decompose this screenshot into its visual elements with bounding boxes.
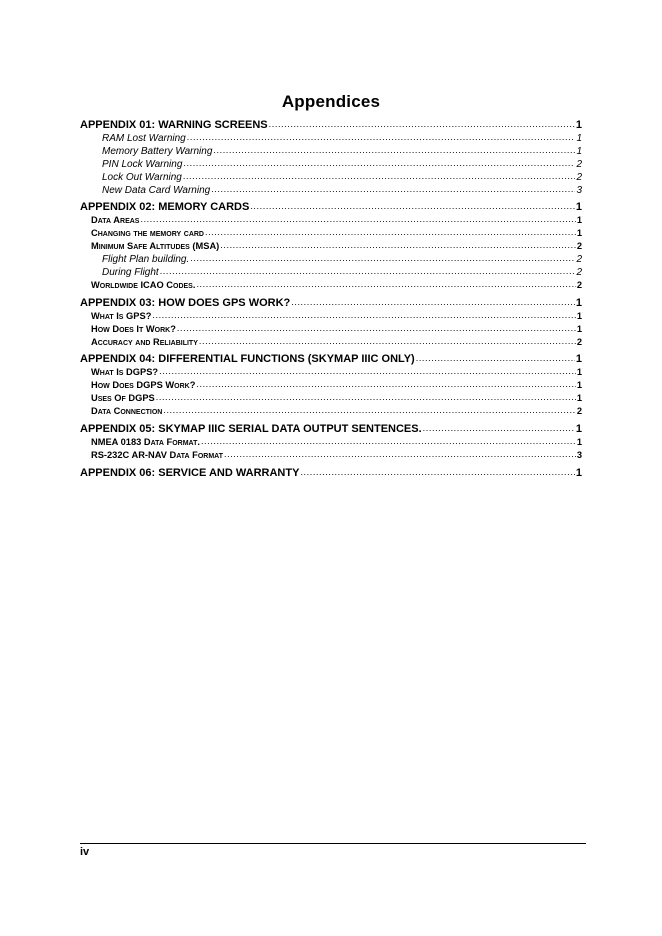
toc-entry-label: PIN Lock Warning <box>102 158 183 170</box>
toc-subentry[interactable] <box>80 279 582 292</box>
toc-entry-label: Changing the memory card <box>91 228 204 239</box>
toc-page-number: 2 <box>576 267 582 279</box>
toc-page-number: 1 <box>575 296 582 309</box>
toc-entry-label: Data Areas <box>91 215 140 226</box>
toc-entry-label: APPENDIX 04: DIFFERENTIAL FUNCTIONS (SKYMAP IIIC ONLY) <box>80 353 415 366</box>
toc-entry-label: What Is DGPS? <box>91 367 159 378</box>
toc-entry-label: APPENDIX 03: HOW DOES GPS WORK? <box>80 296 291 309</box>
toc-subentry[interactable] <box>80 405 582 418</box>
dot-leader <box>159 365 576 378</box>
toc-page-number: 2 <box>576 158 582 170</box>
dot-leader <box>187 131 576 145</box>
toc-entry-label: APPENDIX 01: WARNING SCREENS <box>80 119 268 131</box>
dot-leader <box>201 435 576 448</box>
dot-leader <box>423 421 575 435</box>
dot-leader <box>152 309 575 322</box>
toc-page-number: 1 <box>575 353 582 366</box>
toc-page-number: 1 <box>576 310 582 321</box>
toc-page-number: 1 <box>575 201 582 214</box>
toc-appendix-heading[interactable] <box>80 422 582 436</box>
toc-page-number: 1 <box>576 437 582 448</box>
toc-page-number: 1 <box>576 393 582 404</box>
dot-leader <box>160 265 576 279</box>
toc-section <box>80 118 582 196</box>
dot-leader <box>224 448 576 461</box>
dot-leader <box>213 144 575 158</box>
toc-page-number: 1 <box>576 215 582 226</box>
toc-page-number: 1 <box>576 133 582 144</box>
toc-entry-label: Memory Battery Warning <box>102 145 213 157</box>
toc-entry-label: Accuracy and Reliability <box>91 336 198 347</box>
toc-appendix-heading[interactable] <box>80 200 582 214</box>
dot-leader <box>163 404 575 417</box>
toc-page-number: 2 <box>576 279 582 290</box>
dot-leader <box>205 226 576 239</box>
dot-leader <box>183 157 575 171</box>
toc-entry-label: Worldwide ICAO Codes. <box>91 279 196 290</box>
toc-page-number: 2 <box>576 171 582 183</box>
toc-page-number: 1 <box>576 380 582 391</box>
toc-entry-label: New Data Card Warning <box>102 184 211 196</box>
toc-page-number: 3 <box>576 449 582 460</box>
toc-section <box>80 352 582 418</box>
toc-appendix-heading[interactable] <box>80 352 582 366</box>
toc-page-number: 1 <box>575 423 582 436</box>
toc-page-number: 1 <box>575 466 582 479</box>
dot-leader <box>416 351 575 365</box>
toc-section <box>80 200 582 291</box>
dot-leader <box>250 199 575 213</box>
toc-page-number: 1 <box>576 228 582 239</box>
dot-leader <box>211 183 575 197</box>
toc-section <box>80 296 582 349</box>
toc-entry-label: How Does It Work? <box>91 323 176 334</box>
dot-leader <box>156 391 576 404</box>
page-title: Appendices <box>281 92 381 111</box>
toc-section <box>80 422 582 462</box>
toc-entry-label: Uses Of DGPS <box>91 393 155 404</box>
toc-entry-label: NMEA 0183 Data Format. <box>91 437 200 448</box>
toc-entry-label: APPENDIX 05: SKYMAP IIIC SERIAL DATA OUTPUT SENTENCES. <box>80 423 422 436</box>
toc-subentry[interactable] <box>80 336 582 349</box>
toc-section <box>80 466 582 480</box>
toc-entry-label: RAM Lost Warning <box>102 133 186 144</box>
toc-entry-label: How Does DGPS Work? <box>91 380 196 391</box>
dot-leader <box>196 378 575 391</box>
footer-page-number: iv <box>80 846 90 858</box>
toc-entry-label: APPENDIX 02: MEMORY CARDS <box>80 201 250 214</box>
dot-leader <box>190 252 575 266</box>
dot-leader <box>183 170 576 184</box>
toc-entry-label: APPENDIX 06: SERVICE AND WARRANTY <box>80 466 300 479</box>
toc-entry-label: What Is GPS? <box>91 310 152 321</box>
dot-leader <box>220 239 576 252</box>
toc-page-number: 2 <box>576 406 582 417</box>
toc-entry-label: Minimum Safe Altitudes (MSA) <box>91 241 220 252</box>
dot-leader <box>300 465 574 479</box>
toc-page-number: 1 <box>576 367 582 378</box>
toc-appendix-heading[interactable] <box>80 118 582 132</box>
toc-entry-label: Lock Out Warning <box>102 171 182 183</box>
dot-leader <box>199 335 576 348</box>
toc-entry-label: During Flight <box>102 267 159 279</box>
toc-entry-label: Flight Plan building. <box>102 254 190 266</box>
toc-appendix-heading[interactable] <box>80 466 582 480</box>
toc-page-number: 3 <box>576 184 582 196</box>
toc-subsubentry[interactable] <box>80 184 582 197</box>
dot-leader <box>177 322 576 335</box>
toc-page-number: 2 <box>576 241 582 252</box>
dot-leader <box>291 295 575 309</box>
toc-page-number: 1 <box>576 323 582 334</box>
toc-page-number: 2 <box>576 336 582 347</box>
dot-leader <box>196 278 575 291</box>
toc-page-number: 1 <box>575 119 582 131</box>
table-of-contents <box>80 118 582 484</box>
toc-entry-label: Data Connection <box>91 406 163 417</box>
toc-appendix-heading[interactable] <box>80 296 582 310</box>
toc-page-number: 1 <box>576 145 582 157</box>
toc-subentry[interactable] <box>80 449 582 462</box>
dot-leader <box>140 213 575 226</box>
footer-divider <box>80 843 586 844</box>
toc-page-number: 2 <box>576 254 582 266</box>
dot-leader <box>269 117 575 131</box>
toc-entry-label: RS-232C AR-NAV Data Format <box>91 449 223 460</box>
